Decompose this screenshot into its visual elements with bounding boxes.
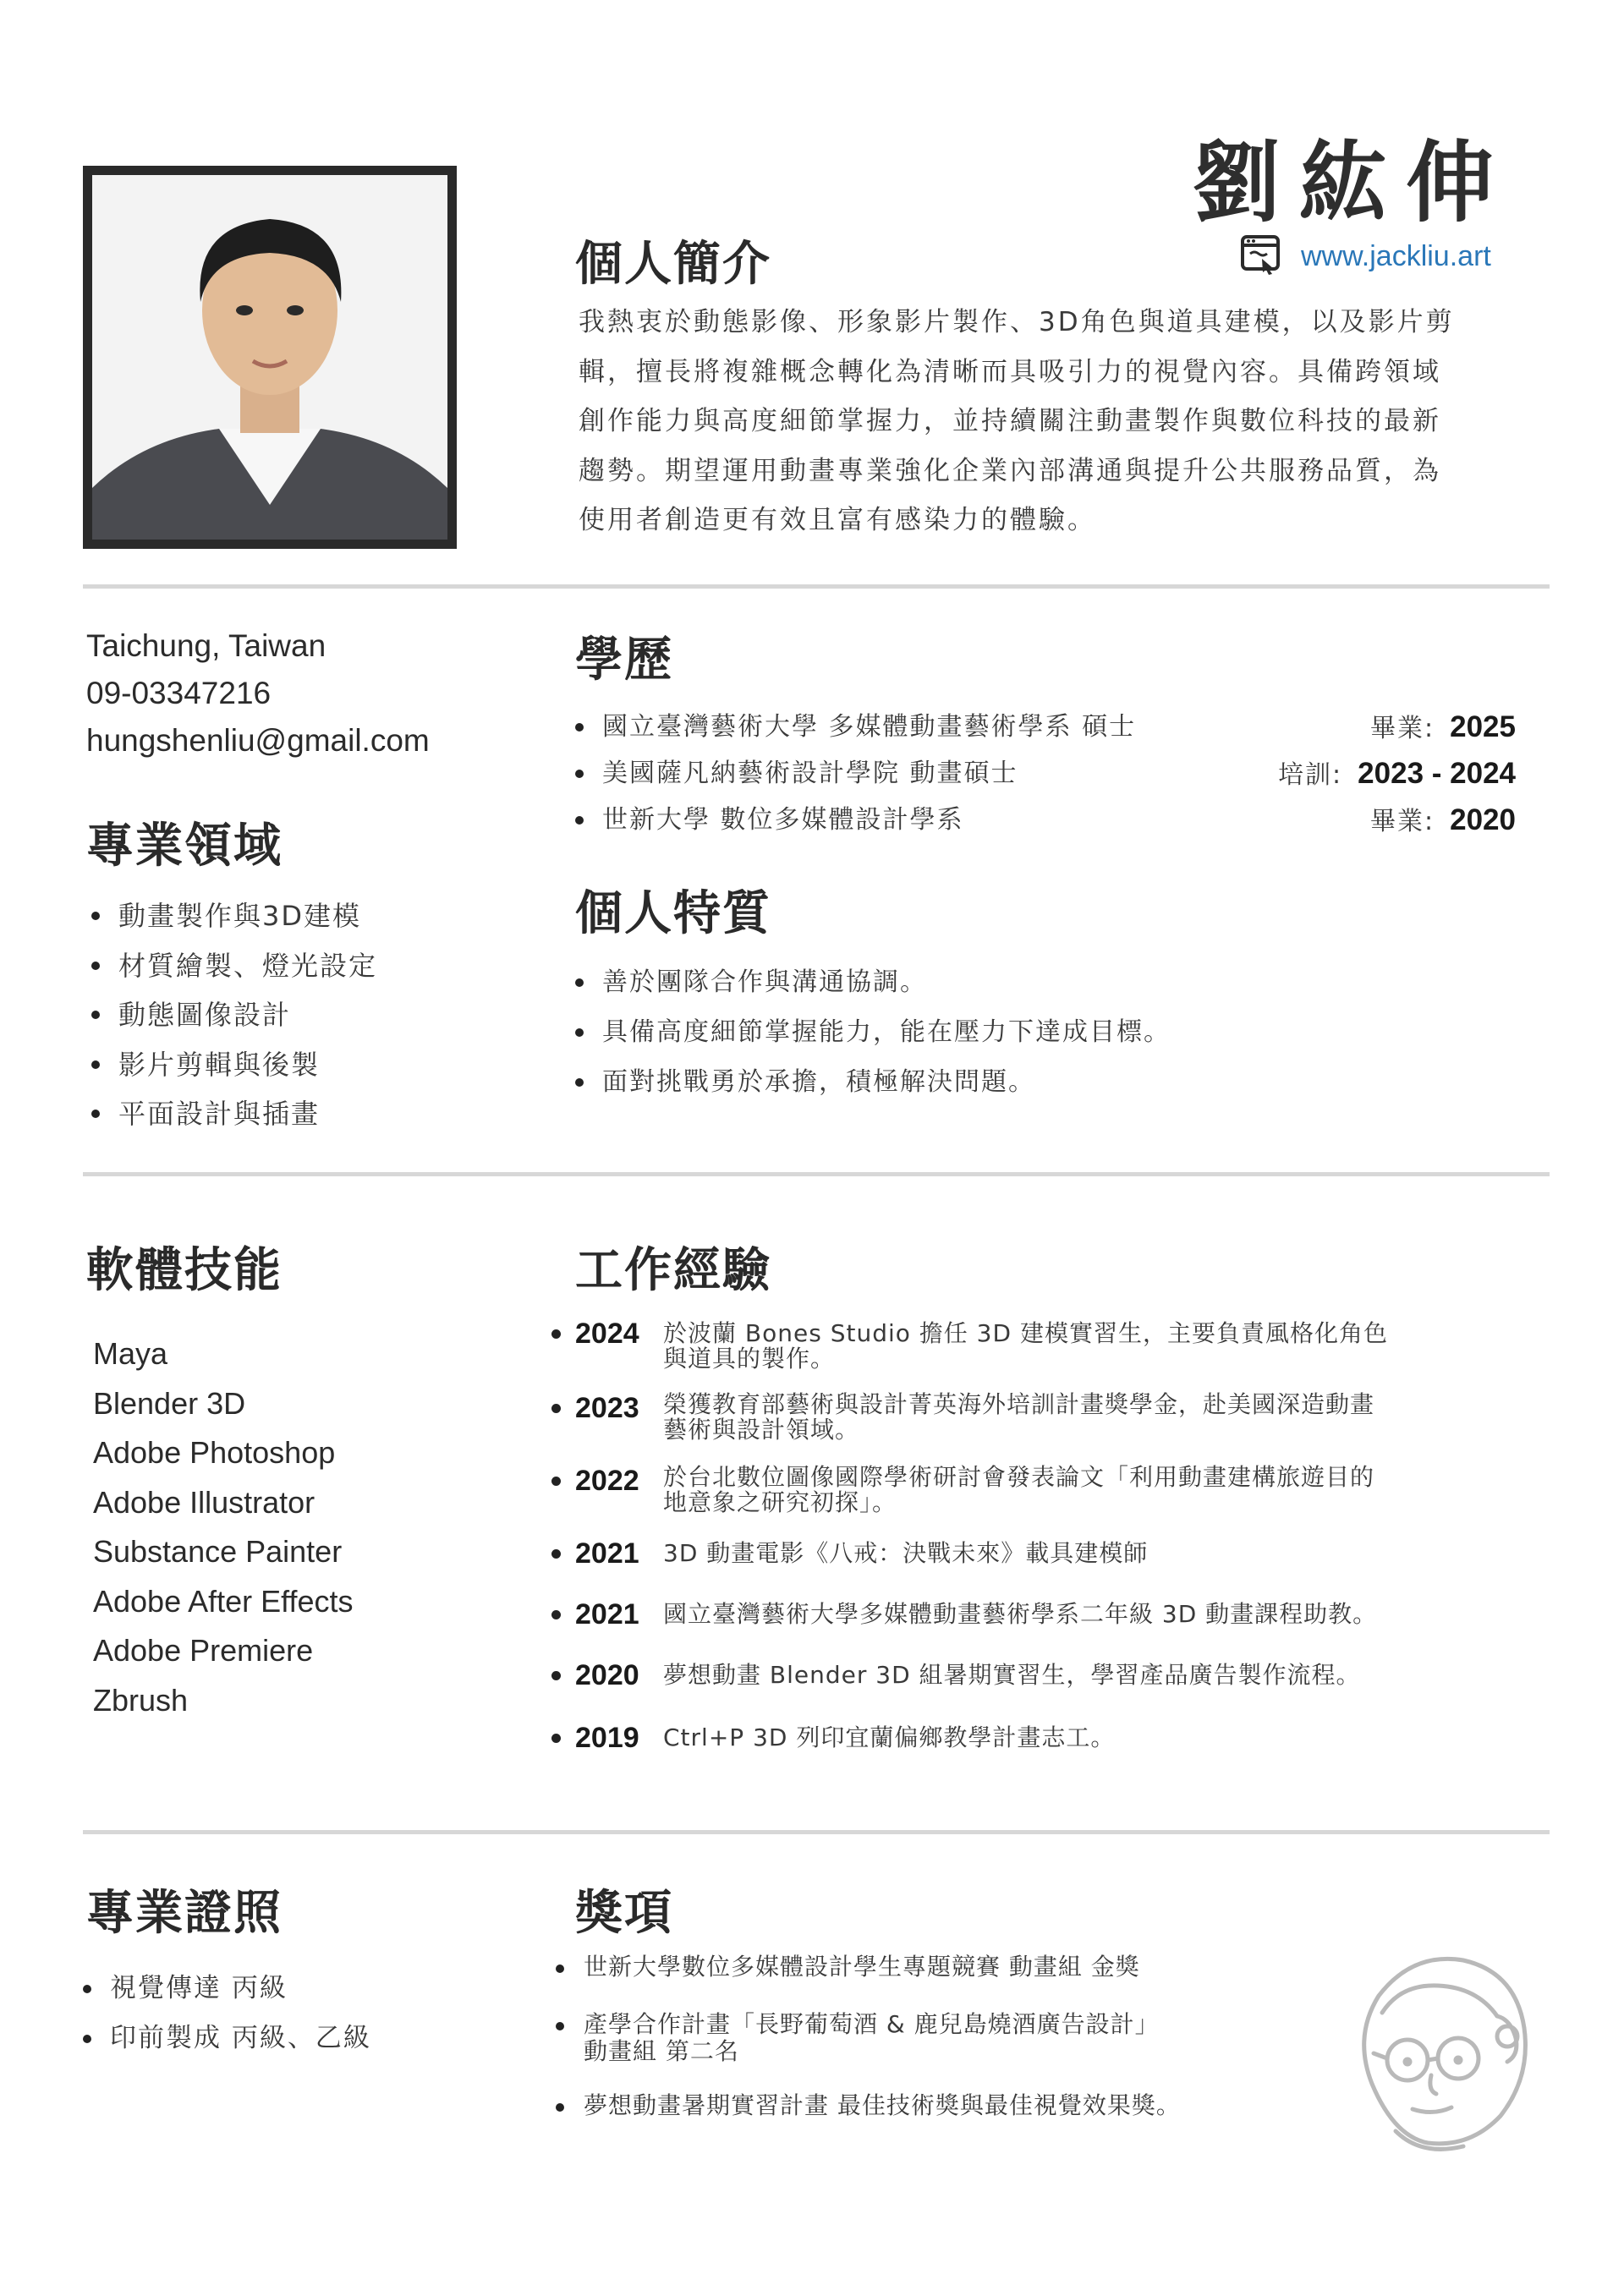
work-year: 2020 bbox=[575, 1659, 639, 1691]
expertise-heading: 專業領域 bbox=[86, 819, 283, 874]
work-line: 於台北數位圖像國際學術研討會發表論文「利用動畫建構旅遊目的 bbox=[663, 1463, 1375, 1491]
expertise-list bbox=[118, 891, 377, 1139]
bullet bbox=[551, 1671, 561, 1680]
contact-info bbox=[86, 622, 430, 764]
work-year: 2021 bbox=[575, 1537, 639, 1570]
bullet bbox=[551, 1734, 561, 1743]
work-description bbox=[663, 1725, 1441, 1751]
bullet bbox=[551, 1549, 561, 1559]
section-divider bbox=[83, 584, 1550, 589]
work-year: 2019 bbox=[575, 1722, 639, 1754]
software-item: Zbrush bbox=[93, 1682, 189, 1718]
portrait-illustration bbox=[92, 175, 447, 540]
software-list bbox=[93, 1329, 354, 1725]
education-year-block bbox=[1370, 797, 1516, 845]
award-line: 動畫組 第二名 bbox=[584, 2037, 739, 2065]
work-description bbox=[663, 1663, 1441, 1688]
work-line: 夢想動畫 Blender 3D 組暑期實習生，學習產品廣告製作流程。 bbox=[663, 1661, 1361, 1689]
education-item bbox=[602, 797, 1516, 843]
list-item: 平面設計與插畫 bbox=[118, 1089, 377, 1139]
award-item bbox=[584, 1954, 1311, 1981]
bullet bbox=[551, 1329, 561, 1339]
education-item bbox=[602, 704, 1516, 750]
work-year: 2021 bbox=[575, 1598, 639, 1630]
work-description bbox=[663, 1392, 1441, 1443]
education-school: 國立臺灣藝術大學 多媒體動畫藝術學系 碩士 bbox=[602, 712, 1137, 742]
education-year-label: 畢業: bbox=[1370, 807, 1435, 836]
candidate-name: 劉紘伸 bbox=[1192, 131, 1512, 234]
traits-heading: 個人特質 bbox=[575, 886, 771, 941]
work-line: 於波蘭 Bones Studio 擔任 3D 建模實習生，主要負責風格化角色 bbox=[663, 1319, 1388, 1347]
section-divider bbox=[83, 1172, 1550, 1176]
software-item: Adobe Illustrator bbox=[93, 1484, 315, 1520]
intro-heading: 個人簡介 bbox=[575, 237, 771, 292]
list-item: 影片剪輯與後製 bbox=[118, 1040, 377, 1090]
list-item: 具備高度細節掌握能力，能在壓力下達成目標。 bbox=[602, 1007, 1171, 1057]
intro-line: 我熱衷於動態影像、形象影片製作、3D角色與道具建模，以及影片剪 bbox=[579, 307, 1455, 337]
education-school: 世新大學 數位多媒體設計學系 bbox=[602, 805, 964, 835]
contact-email[interactable]: hungshenliu@gmail.com bbox=[86, 723, 430, 758]
work-year: 2023 bbox=[575, 1392, 639, 1424]
education-list bbox=[602, 704, 1516, 843]
software-item: Adobe Photoshop bbox=[93, 1435, 336, 1470]
software-item: Substance Painter bbox=[93, 1534, 343, 1569]
certs-heading: 專業證照 bbox=[86, 1886, 283, 1941]
website-block[interactable] bbox=[1240, 233, 1491, 279]
list-item: 動畫製作與3D建模 bbox=[118, 891, 377, 941]
section-divider bbox=[83, 1830, 1550, 1834]
list-item: 印前製成 丙級、乙級 bbox=[110, 2014, 371, 2063]
education-item bbox=[602, 750, 1516, 797]
self-portrait-doodle bbox=[1320, 1935, 1553, 2168]
work-line: 國立臺灣藝術大學多媒體動畫藝術學系二年級 3D 動畫課程助教。 bbox=[663, 1600, 1378, 1628]
work-line: 與道具的製作。 bbox=[663, 1345, 836, 1373]
bullet bbox=[551, 1610, 561, 1619]
software-item: Blender 3D bbox=[93, 1385, 246, 1421]
profile-photo-frame bbox=[83, 166, 457, 549]
education-year-label: 畢業: bbox=[1370, 714, 1435, 743]
bullet bbox=[551, 1477, 561, 1486]
bullet bbox=[551, 1404, 561, 1413]
award-line: 世新大學數位多媒體設計學生專題競賽 動畫組 金獎 bbox=[584, 1953, 1140, 1981]
award-item bbox=[584, 2092, 1311, 2119]
list-item: 材質繪製、燈光設定 bbox=[118, 941, 377, 991]
traits-list bbox=[602, 957, 1171, 1107]
education-heading: 學歷 bbox=[575, 633, 673, 688]
contact-location: Taichung, Taiwan bbox=[86, 628, 326, 663]
intro-paragraph bbox=[579, 298, 1526, 545]
list-item: 善於團隊合作與溝通協調。 bbox=[602, 957, 1171, 1007]
browser-window-icon bbox=[1240, 233, 1282, 279]
certs-list bbox=[110, 1964, 371, 2063]
award-line: 產學合作計畫「長野葡萄酒 & 鹿兒島燒酒廣告設計」 bbox=[584, 2010, 1160, 2038]
education-year: 2025 bbox=[1450, 710, 1516, 743]
intro-line: 創作能力與高度細節掌握力，並持續關注動畫製作與數位科技的最新 bbox=[579, 406, 1441, 436]
intro-line: 趨勢。期望運用動畫專業強化企業內部溝通與提升公共服務品質，為 bbox=[579, 455, 1441, 486]
education-year: 2020 bbox=[1450, 803, 1516, 836]
work-heading: 工作經驗 bbox=[575, 1243, 771, 1298]
intro-line: 輯，擅長將複雜概念轉化為清晰而具吸引力的視覺內容。具備跨領域 bbox=[579, 356, 1441, 387]
work-line: Ctrl+P 3D 列印宜蘭偏鄉教學計畫志工。 bbox=[663, 1723, 1116, 1751]
education-year-block bbox=[1370, 704, 1516, 752]
work-description bbox=[663, 1602, 1441, 1627]
list-item: 視覺傳達 丙級 bbox=[110, 1964, 371, 2014]
education-school: 美國薩凡納藝術設計學院 動畫碩士 bbox=[602, 759, 1018, 788]
work-line: 榮獲教育部藝術與設計菁英海外培訓計畫獎學金，赴美國深造動畫 bbox=[663, 1390, 1375, 1418]
education-year: 2023 - 2024 bbox=[1358, 757, 1516, 790]
profile-photo bbox=[92, 175, 447, 540]
doodle-illustration bbox=[1320, 1935, 1553, 2168]
awards-heading: 獎項 bbox=[575, 1886, 673, 1941]
work-description bbox=[663, 1465, 1441, 1515]
intro-line: 使用者創造更有效且富有感染力的體驗。 bbox=[579, 505, 1096, 535]
work-description bbox=[663, 1541, 1441, 1566]
list-item: 面對挑戰勇於承擔，積極解決問題。 bbox=[602, 1057, 1171, 1107]
work-line: 藝術與設計領域。 bbox=[663, 1416, 860, 1444]
work-year: 2022 bbox=[575, 1465, 639, 1497]
list-item: 動態圖像設計 bbox=[118, 990, 377, 1040]
education-year-label: 培訓: bbox=[1278, 760, 1343, 790]
education-year-block bbox=[1278, 750, 1516, 798]
contact-phone[interactable]: 09-03347216 bbox=[86, 676, 272, 710]
work-year: 2024 bbox=[575, 1318, 639, 1350]
work-line: 3D 動畫電影《八戒：決戰未來》載具建模師 bbox=[663, 1539, 1149, 1567]
website-link[interactable]: www.jackliu.art bbox=[1301, 239, 1491, 272]
work-line: 地意象之研究初探」。 bbox=[663, 1488, 897, 1516]
work-description bbox=[663, 1321, 1441, 1372]
software-heading: 軟體技能 bbox=[86, 1243, 283, 1298]
award-item bbox=[584, 2011, 1311, 2065]
software-item: Adobe After Effects bbox=[93, 1583, 354, 1619]
software-item: Adobe Premiere bbox=[93, 1633, 314, 1668]
award-line: 夢想動畫暑期實習計畫 最佳技術獎與最佳視覺效果獎。 bbox=[584, 2091, 1181, 2119]
software-item: Maya bbox=[93, 1336, 168, 1371]
